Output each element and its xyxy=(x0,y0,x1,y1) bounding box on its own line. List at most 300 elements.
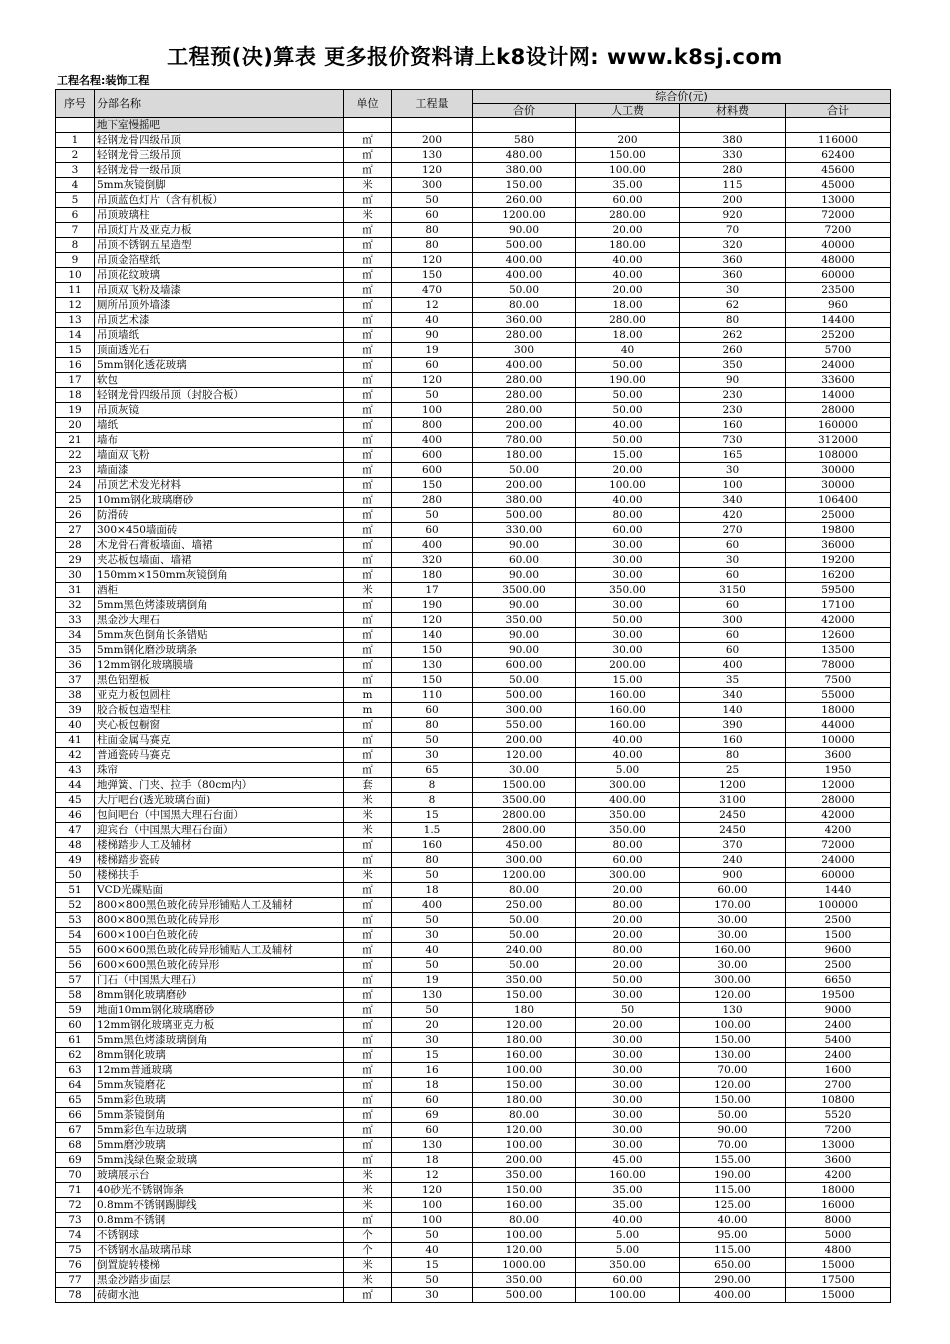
item-name-cell: 防滑砖 xyxy=(95,508,344,523)
quantity-cell: 130 xyxy=(392,148,473,163)
quantity-cell: 120 xyxy=(392,1183,473,1198)
total-cell: 2400 xyxy=(786,1018,891,1033)
item-name-cell: 吊顶灯片及亚克力板 xyxy=(95,223,344,238)
table-row xyxy=(56,553,891,568)
table-row xyxy=(56,1168,891,1183)
item-name-cell: 夹芯板包墙面、墙裙 xyxy=(95,553,344,568)
unit-price-cell: 350.00 xyxy=(473,1168,576,1183)
unit-price-cell: 200.00 xyxy=(473,733,576,748)
total-cell: 5000 xyxy=(786,1228,891,1243)
row-no-cell: 7 xyxy=(56,223,95,238)
unit-cell: ㎡ xyxy=(344,883,392,898)
total-cell: 960 xyxy=(786,298,891,313)
labor-cost-cell: 350.00 xyxy=(576,808,680,823)
unit-cell: ㎡ xyxy=(344,898,392,913)
row-no-cell: 60 xyxy=(56,1018,95,1033)
item-name-cell: 包间吧台（中国黑大理石台面） xyxy=(95,808,344,823)
row-no-cell: 6 xyxy=(56,208,95,223)
table-row xyxy=(56,343,891,358)
table-row xyxy=(56,1018,891,1033)
material-cost-cell: 60 xyxy=(680,568,786,583)
total-cell: 1500 xyxy=(786,928,891,943)
material-cost-cell: 40.00 xyxy=(680,1213,786,1228)
item-name-cell: 800×800黑色玻化砖异形 xyxy=(95,913,344,928)
item-name-cell: 黑金沙大理石 xyxy=(95,613,344,628)
material-cost-cell: 30 xyxy=(680,553,786,568)
unit-price-cell: 400.00 xyxy=(473,253,576,268)
row-no-cell: 3 xyxy=(56,163,95,178)
quantity-cell: 50 xyxy=(392,388,473,403)
unit-price-cell: 90.00 xyxy=(473,568,576,583)
quantity-cell: 400 xyxy=(392,538,473,553)
table-row xyxy=(56,913,891,928)
quantity-cell: 400 xyxy=(392,433,473,448)
row-no-cell: 10 xyxy=(56,268,95,283)
unit-cell: ㎡ xyxy=(344,463,392,478)
table-row xyxy=(56,148,891,163)
table-row xyxy=(56,868,891,883)
project-name: 工程名程:装饰工程 xyxy=(57,74,150,87)
item-name-cell: 12mm普通玻璃 xyxy=(95,1063,344,1078)
total-cell: 3600 xyxy=(786,748,891,763)
total-cell: 19200 xyxy=(786,553,891,568)
quantity-cell: 130 xyxy=(392,988,473,1003)
total-cell: 24000 xyxy=(786,853,891,868)
labor-cost-cell: 80.00 xyxy=(576,838,680,853)
material-cost-cell: 290.00 xyxy=(680,1273,786,1288)
material-cost-cell: 240 xyxy=(680,853,786,868)
quantity-cell: 80 xyxy=(392,238,473,253)
row-no-cell: 15 xyxy=(56,343,95,358)
unit-cell: ㎡ xyxy=(344,1003,392,1018)
row-no-cell: 18 xyxy=(56,388,95,403)
material-cost-cell: 70.00 xyxy=(680,1138,786,1153)
labor-cost-cell: 300.00 xyxy=(576,778,680,793)
unit-price-cell: 80.00 xyxy=(473,1108,576,1123)
unit-cell: ㎡ xyxy=(344,268,392,283)
item-name-cell: 5mm彩色玻璃 xyxy=(95,1093,344,1108)
table-row xyxy=(56,613,891,628)
total-cell: 28000 xyxy=(786,793,891,808)
table-row xyxy=(56,838,891,853)
row-no-cell: 12 xyxy=(56,298,95,313)
total-cell: 5520 xyxy=(786,1108,891,1123)
item-name-cell: 吊顶艺术漆 xyxy=(95,313,344,328)
labor-cost-cell: 40.00 xyxy=(576,748,680,763)
total-cell: 15000 xyxy=(786,1288,891,1303)
unit-cell: ㎡ xyxy=(344,568,392,583)
unit-price-cell: 280.00 xyxy=(473,388,576,403)
table-row xyxy=(56,1033,891,1048)
empty-cell xyxy=(344,118,392,133)
total-cell: 7500 xyxy=(786,673,891,688)
header-group: 综合价(元) xyxy=(473,90,891,104)
item-name-cell: 玻璃展示台 xyxy=(95,1168,344,1183)
quantity-cell: 600 xyxy=(392,448,473,463)
material-cost-cell: 650.00 xyxy=(680,1258,786,1273)
item-name-cell: 倒置旋转楼梯 xyxy=(95,1258,344,1273)
unit-cell: ㎡ xyxy=(344,253,392,268)
labor-cost-cell: 50.00 xyxy=(576,433,680,448)
item-name-cell: 5mm灰镜磨花 xyxy=(95,1078,344,1093)
unit-cell: ㎡ xyxy=(344,238,392,253)
total-cell: 25000 xyxy=(786,508,891,523)
table-row xyxy=(56,163,891,178)
unit-price-cell: 80.00 xyxy=(473,1213,576,1228)
material-cost-cell: 400.00 xyxy=(680,1288,786,1303)
unit-price-cell: 200.00 xyxy=(473,478,576,493)
row-no-cell: 25 xyxy=(56,493,95,508)
unit-cell: ㎡ xyxy=(344,1048,392,1063)
row-no-cell: 47 xyxy=(56,823,95,838)
total-cell: 30000 xyxy=(786,478,891,493)
labor-cost-cell: 40.00 xyxy=(576,418,680,433)
row-no-cell: 63 xyxy=(56,1063,95,1078)
unit-cell: ㎡ xyxy=(344,478,392,493)
quantity-cell: 19 xyxy=(392,973,473,988)
header-labor: 人工费 xyxy=(576,104,680,118)
row-no-cell: 54 xyxy=(56,928,95,943)
quantity-cell: 18 xyxy=(392,883,473,898)
unit-cell: ㎡ xyxy=(344,418,392,433)
quantity-cell: 140 xyxy=(392,628,473,643)
total-cell: 100000 xyxy=(786,898,891,913)
unit-price-cell: 550.00 xyxy=(473,718,576,733)
unit-cell: ㎡ xyxy=(344,553,392,568)
unit-cell: 米 xyxy=(344,208,392,223)
labor-cost-cell: 80.00 xyxy=(576,508,680,523)
table-row xyxy=(56,478,891,493)
material-cost-cell: 380 xyxy=(680,133,786,148)
material-cost-cell: 262 xyxy=(680,328,786,343)
unit-cell: ㎡ xyxy=(344,988,392,1003)
material-cost-cell: 150.00 xyxy=(680,1033,786,1048)
quantity-cell: 60 xyxy=(392,703,473,718)
quantity-cell: 15 xyxy=(392,808,473,823)
unit-price-cell: 90.00 xyxy=(473,223,576,238)
unit-cell: ㎡ xyxy=(344,613,392,628)
material-cost-cell: 35 xyxy=(680,673,786,688)
quantity-cell: 150 xyxy=(392,643,473,658)
total-cell: 62400 xyxy=(786,148,891,163)
item-name-cell: 墙面双飞粉 xyxy=(95,448,344,463)
total-cell: 1600 xyxy=(786,1063,891,1078)
item-name-cell: 5mm钢化透花玻璃 xyxy=(95,358,344,373)
unit-cell: 套 xyxy=(344,778,392,793)
quantity-cell: 50 xyxy=(392,1273,473,1288)
table-row xyxy=(56,733,891,748)
total-cell: 55000 xyxy=(786,688,891,703)
total-cell: 17100 xyxy=(786,598,891,613)
quantity-cell: 280 xyxy=(392,493,473,508)
material-cost-cell: 115 xyxy=(680,178,786,193)
quantity-cell: 130 xyxy=(392,658,473,673)
table-row xyxy=(56,673,891,688)
row-no-cell: 73 xyxy=(56,1213,95,1228)
unit-cell: 米 xyxy=(344,1183,392,1198)
total-cell: 36000 xyxy=(786,538,891,553)
row-no-cell: 57 xyxy=(56,973,95,988)
table-row xyxy=(56,238,891,253)
unit-cell: ㎡ xyxy=(344,1153,392,1168)
table-row xyxy=(56,988,891,1003)
table-row xyxy=(56,208,891,223)
row-no-cell: 14 xyxy=(56,328,95,343)
item-name-cell: 亚克力板包圆柱 xyxy=(95,688,344,703)
material-cost-cell: 80 xyxy=(680,313,786,328)
quantity-cell: 40 xyxy=(392,1243,473,1258)
table-row xyxy=(56,928,891,943)
labor-cost-cell: 40 xyxy=(576,343,680,358)
unit-cell: ㎡ xyxy=(344,403,392,418)
table-row xyxy=(56,1123,891,1138)
item-name-cell: 吊顶金箔壁纸 xyxy=(95,253,344,268)
labor-cost-cell: 60.00 xyxy=(576,523,680,538)
total-cell: 45000 xyxy=(786,178,891,193)
unit-price-cell: 260.00 xyxy=(473,193,576,208)
unit-price-cell: 330.00 xyxy=(473,523,576,538)
unit-price-cell: 1500.00 xyxy=(473,778,576,793)
quantity-cell: 50 xyxy=(392,958,473,973)
item-name-cell: 5mm钢化磨沙玻璃条 xyxy=(95,643,344,658)
table-row xyxy=(56,538,891,553)
unit-cell: ㎡ xyxy=(344,358,392,373)
table-row xyxy=(56,793,891,808)
item-name-cell: 吊顶墙纸 xyxy=(95,328,344,343)
header-material: 材料费 xyxy=(680,104,786,118)
row-no-cell: 22 xyxy=(56,448,95,463)
table-row xyxy=(56,373,891,388)
labor-cost-cell: 30.00 xyxy=(576,538,680,553)
unit-price-cell: 50.00 xyxy=(473,283,576,298)
item-name-cell: 楼梯踏步人工及辅材 xyxy=(95,838,344,853)
unit-price-cell: 50.00 xyxy=(473,673,576,688)
unit-price-cell: 350.00 xyxy=(473,613,576,628)
empty-cell xyxy=(786,118,891,133)
unit-price-cell: 400.00 xyxy=(473,268,576,283)
row-no-cell: 27 xyxy=(56,523,95,538)
labor-cost-cell: 200 xyxy=(576,133,680,148)
material-cost-cell: 130.00 xyxy=(680,1048,786,1063)
quantity-cell: 50 xyxy=(392,1003,473,1018)
quantity-cell: 20 xyxy=(392,1018,473,1033)
unit-cell: ㎡ xyxy=(344,763,392,778)
labor-cost-cell: 15.00 xyxy=(576,673,680,688)
table-row xyxy=(56,718,891,733)
item-name-cell: 砖砌水池 xyxy=(95,1288,344,1303)
unit-cell: ㎡ xyxy=(344,148,392,163)
material-cost-cell: 100 xyxy=(680,478,786,493)
labor-cost-cell: 50.00 xyxy=(576,388,680,403)
material-cost-cell: 70.00 xyxy=(680,1063,786,1078)
quantity-cell: 100 xyxy=(392,1198,473,1213)
material-cost-cell: 90.00 xyxy=(680,1123,786,1138)
labor-cost-cell: 20.00 xyxy=(576,223,680,238)
total-cell: 108000 xyxy=(786,448,891,463)
total-cell: 44000 xyxy=(786,718,891,733)
unit-cell: ㎡ xyxy=(344,718,392,733)
row-no-cell: 5 xyxy=(56,193,95,208)
unit-cell: ㎡ xyxy=(344,643,392,658)
item-name-cell: 吊顶艺术发光材料 xyxy=(95,478,344,493)
labor-cost-cell: 30.00 xyxy=(576,1063,680,1078)
total-cell: 116000 xyxy=(786,133,891,148)
material-cost-cell: 60 xyxy=(680,538,786,553)
table-row xyxy=(56,463,891,478)
labor-cost-cell: 20.00 xyxy=(576,913,680,928)
row-no-cell: 67 xyxy=(56,1123,95,1138)
quantity-cell: 150 xyxy=(392,478,473,493)
item-name-cell: 800×800黑色玻化砖异形铺贴人工及辅材 xyxy=(95,898,344,913)
total-cell: 60000 xyxy=(786,268,891,283)
material-cost-cell: 100.00 xyxy=(680,1018,786,1033)
total-cell: 23500 xyxy=(786,283,891,298)
item-name-cell: 吊顶双飞粉及墙漆 xyxy=(95,283,344,298)
unit-price-cell: 150.00 xyxy=(473,988,576,1003)
item-name-cell: 600×600黑色玻化砖异形 xyxy=(95,958,344,973)
unit-price-cell: 200.00 xyxy=(473,1153,576,1168)
unit-cell: ㎡ xyxy=(344,1123,392,1138)
unit-price-cell: 1000.00 xyxy=(473,1258,576,1273)
unit-price-cell: 3500.00 xyxy=(473,583,576,598)
quantity-cell: 19 xyxy=(392,343,473,358)
row-no-cell: 13 xyxy=(56,313,95,328)
total-cell: 18000 xyxy=(786,1183,891,1198)
item-name-cell: 轻钢龙骨四级吊顶（封胶合板） xyxy=(95,388,344,403)
table-row xyxy=(56,1108,891,1123)
header-no: 序号 xyxy=(56,90,95,118)
item-name-cell: 普通瓷砖马赛克 xyxy=(95,748,344,763)
table-row xyxy=(56,1078,891,1093)
item-name-cell: 5mm彩色车边玻璃 xyxy=(95,1123,344,1138)
row-no-cell: 62 xyxy=(56,1048,95,1063)
quantity-cell: 8 xyxy=(392,793,473,808)
material-cost-cell: 200 xyxy=(680,193,786,208)
unit-price-cell: 50.00 xyxy=(473,958,576,973)
item-name-cell: 5mm黑色烤漆玻璃倒角 xyxy=(95,598,344,613)
labor-cost-cell: 300.00 xyxy=(576,868,680,883)
total-cell: 13000 xyxy=(786,1138,891,1153)
labor-cost-cell: 35.00 xyxy=(576,1198,680,1213)
row-no-cell: 49 xyxy=(56,853,95,868)
table-row xyxy=(56,1153,891,1168)
item-name-cell: 地面10mm钢化玻璃磨砂 xyxy=(95,1003,344,1018)
labor-cost-cell: 200.00 xyxy=(576,658,680,673)
total-cell: 28000 xyxy=(786,403,891,418)
row-no-cell: 33 xyxy=(56,613,95,628)
unit-price-cell: 90.00 xyxy=(473,538,576,553)
material-cost-cell: 920 xyxy=(680,208,786,223)
empty-cell xyxy=(473,118,576,133)
unit-cell: ㎡ xyxy=(344,133,392,148)
unit-cell: ㎡ xyxy=(344,943,392,958)
item-name-cell: 吊顶玻璃柱 xyxy=(95,208,344,223)
unit-cell: ㎡ xyxy=(344,298,392,313)
table-row xyxy=(56,1183,891,1198)
unit-price-cell: 180.00 xyxy=(473,1093,576,1108)
item-name-cell: 吊顶不锈钢五星造型 xyxy=(95,238,344,253)
total-cell: 1950 xyxy=(786,763,891,778)
row-no-cell: 2 xyxy=(56,148,95,163)
empty-cell xyxy=(680,118,786,133)
unit-price-cell: 60.00 xyxy=(473,553,576,568)
row-no-cell: 75 xyxy=(56,1243,95,1258)
quantity-cell: 15 xyxy=(392,1048,473,1063)
quantity-cell: 69 xyxy=(392,1108,473,1123)
item-name-cell: 0.8mm不锈钢 xyxy=(95,1213,344,1228)
unit-price-cell: 350.00 xyxy=(473,973,576,988)
quantity-cell: 15 xyxy=(392,1258,473,1273)
table-row xyxy=(56,1063,891,1078)
total-cell: 33600 xyxy=(786,373,891,388)
row-no-cell: 21 xyxy=(56,433,95,448)
unit-price-cell: 600.00 xyxy=(473,658,576,673)
quantity-cell: 50 xyxy=(392,193,473,208)
labor-cost-cell: 5.00 xyxy=(576,1228,680,1243)
item-name-cell: 楼梯扶手 xyxy=(95,868,344,883)
table-row xyxy=(56,388,891,403)
unit-price-cell: 250.00 xyxy=(473,898,576,913)
labor-cost-cell: 280.00 xyxy=(576,208,680,223)
item-name-cell: 不锈钢球 xyxy=(95,1228,344,1243)
quantity-cell: 60 xyxy=(392,358,473,373)
labor-cost-cell: 160.00 xyxy=(576,703,680,718)
quantity-cell: 50 xyxy=(392,508,473,523)
material-cost-cell: 50.00 xyxy=(680,1108,786,1123)
unit-price-cell: 90.00 xyxy=(473,598,576,613)
quantity-cell: 120 xyxy=(392,163,473,178)
labor-cost-cell: 50.00 xyxy=(576,613,680,628)
unit-cell: ㎡ xyxy=(344,1138,392,1153)
total-cell: 42000 xyxy=(786,808,891,823)
labor-cost-cell: 80.00 xyxy=(576,943,680,958)
quantity-cell: 180 xyxy=(392,568,473,583)
header-unit: 单位 xyxy=(344,90,392,118)
unit-price-cell: 180.00 xyxy=(473,1033,576,1048)
material-cost-cell: 170.00 xyxy=(680,898,786,913)
unit-price-cell: 450.00 xyxy=(473,838,576,853)
unit-price-cell: 160.00 xyxy=(473,1048,576,1063)
table-row xyxy=(56,133,891,148)
material-cost-cell: 30 xyxy=(680,463,786,478)
labor-cost-cell: 30.00 xyxy=(576,553,680,568)
row-no-cell: 19 xyxy=(56,403,95,418)
total-cell: 6650 xyxy=(786,973,891,988)
material-cost-cell: 420 xyxy=(680,508,786,523)
item-name-cell: 墙面漆 xyxy=(95,463,344,478)
table-row xyxy=(56,313,891,328)
labor-cost-cell: 160.00 xyxy=(576,1168,680,1183)
unit-price-cell: 500.00 xyxy=(473,238,576,253)
quantity-cell: 30 xyxy=(392,1033,473,1048)
item-name-cell: 迎宾台（中国黑大理石台面） xyxy=(95,823,344,838)
header-total: 合计 xyxy=(786,104,891,118)
row-no-cell: 39 xyxy=(56,703,95,718)
unit-price-cell: 120.00 xyxy=(473,1243,576,1258)
unit-price-cell: 90.00 xyxy=(473,628,576,643)
row-no-cell: 43 xyxy=(56,763,95,778)
table-row xyxy=(56,268,891,283)
total-cell: 4800 xyxy=(786,1243,891,1258)
unit-price-cell: 100.00 xyxy=(473,1228,576,1243)
table-row xyxy=(56,583,891,598)
unit-cell: ㎡ xyxy=(344,163,392,178)
row-no-cell: 46 xyxy=(56,808,95,823)
header-qty: 工程量 xyxy=(392,90,473,118)
quantity-cell: 470 xyxy=(392,283,473,298)
quantity-cell: 16 xyxy=(392,1063,473,1078)
material-cost-cell: 340 xyxy=(680,688,786,703)
